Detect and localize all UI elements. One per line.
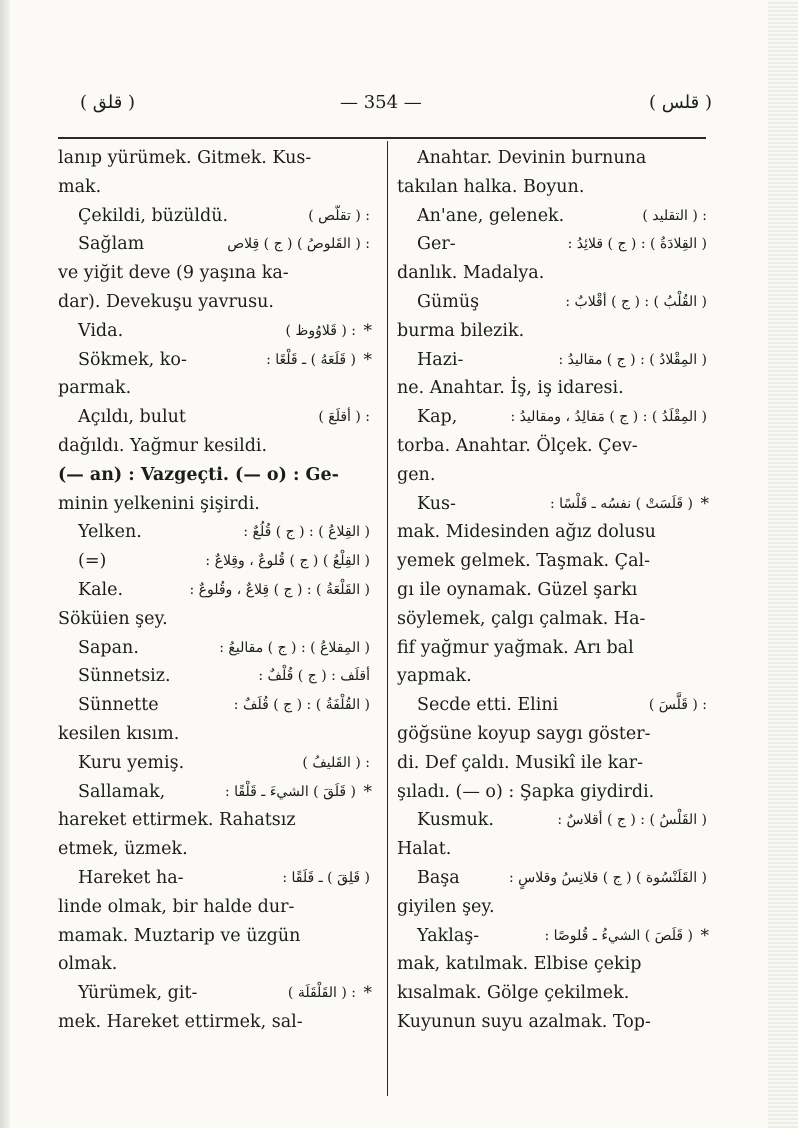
dictionary-line xyxy=(397,374,707,403)
line-text: takılan halka. Boyun. xyxy=(397,176,585,197)
dictionary-line xyxy=(397,691,707,720)
line-text: mak. xyxy=(58,176,102,197)
arabic-headword: ( قَلَسَتْ ) نفسُه ـ قَلْسًا : xyxy=(549,495,693,512)
line-text: Anahtar. Devinin burnuna xyxy=(417,148,647,168)
dictionary-line xyxy=(397,806,707,835)
line-text: Kuyunun suyu azalmak. Top- xyxy=(397,1011,651,1032)
dictionary-line xyxy=(397,864,707,893)
line-text: gen. xyxy=(397,464,436,485)
arabic-headword: ( المِقْلادُ ) : ( ج ) مقاليدُ : xyxy=(558,351,707,368)
header-rule xyxy=(58,137,706,139)
line-text: Kusmuk. xyxy=(417,810,494,831)
arabic-headword: ( القَلْعَةُ ) : ( ج ) قِلاعٌ ، وقُلوعٌ : xyxy=(189,581,370,598)
dictionary-line xyxy=(58,259,370,288)
dictionary-line xyxy=(58,288,370,317)
line-text: Secde etti. Elini xyxy=(417,695,559,716)
dictionary-line xyxy=(58,864,370,893)
line-text: minin yelkenini şişirdi. xyxy=(58,493,260,514)
dictionary-line xyxy=(397,173,707,202)
page-right-edge xyxy=(768,0,798,1128)
arabic-headword: ( قَلَصَ ) الشيءُ ـ قُلوصًا : xyxy=(544,927,693,944)
page-left-edge xyxy=(0,0,10,1128)
line-text: Vida. xyxy=(78,320,124,341)
line-text: Yelken. xyxy=(78,522,142,543)
dictionary-line xyxy=(397,662,707,691)
dictionary-line xyxy=(397,432,707,461)
dictionary-line xyxy=(58,922,370,951)
dictionary-line xyxy=(58,662,370,691)
dictionary-line xyxy=(58,317,370,346)
header-right-guideword: ( قلس ) xyxy=(648,92,712,113)
line-text: yapmak. xyxy=(397,666,472,687)
dictionary-line xyxy=(58,547,370,576)
line-text: Sökmek, ko- xyxy=(78,349,187,370)
dictionary-line xyxy=(58,634,370,663)
line-text: dar). Devekuşu yavrusu. xyxy=(58,291,274,312)
arabic-headword: ( القِلادَةُ ) : ( ج ) قلائِدُ : xyxy=(567,236,707,253)
line-text: linde olmak, bir halde dur- xyxy=(58,896,295,917)
entry-asterisk-icon: * xyxy=(363,349,372,370)
entry-asterisk-icon: * xyxy=(363,781,372,802)
line-text: mak, katılmak. Elbise çekip xyxy=(397,954,642,975)
line-text: (=) xyxy=(78,551,107,572)
line-text: şıladı. (— o) : Şapka giydirdi. xyxy=(397,781,655,802)
dictionary-line xyxy=(58,979,370,1008)
dictionary-line xyxy=(397,230,707,259)
dictionary-line xyxy=(397,547,707,576)
dictionary-line xyxy=(397,634,707,663)
line-text: Sünnette xyxy=(78,695,159,716)
dictionary-line xyxy=(58,950,370,979)
page-header xyxy=(80,92,712,132)
line-text: torba. Anahtar. Ölçek. Çev- xyxy=(397,435,638,456)
arabic-headword: ( القَلْسُ ) : ( ج ) أقلاسٌ : xyxy=(557,812,707,829)
line-text: hareket ettirmek. Rahatsız xyxy=(58,810,296,831)
line-text: Kuru yemiş. xyxy=(78,752,185,773)
left-column xyxy=(58,144,370,1037)
line-text: Yürümek, git- xyxy=(78,983,198,1004)
dictionary-line xyxy=(58,720,370,749)
entry-asterisk-icon: * xyxy=(363,320,372,341)
arabic-headword: ( القُلْفَةُ ) : ( ج ) قُلَفٌ : xyxy=(233,697,370,714)
dictionary-line xyxy=(397,778,707,807)
dictionary-line xyxy=(397,720,707,749)
line-text: ne. Anahtar. İş, iş idaresi. xyxy=(397,378,624,399)
dictionary-line xyxy=(58,230,370,259)
line-text: Ger- xyxy=(417,234,456,255)
line-text: yemek gelmek. Taşmak. Çal- xyxy=(397,551,651,572)
arabic-headword: ( القِلْعُ ) ( ج ) قُلوعٌ ، وقِلاعٌ : xyxy=(205,553,370,570)
dictionary-line xyxy=(58,893,370,922)
dictionary-line xyxy=(397,893,707,922)
line-text: Kale. xyxy=(78,579,124,600)
dictionary-line xyxy=(58,518,370,547)
dictionary-line xyxy=(58,1008,370,1037)
dictionary-line xyxy=(58,749,370,778)
dictionary-line xyxy=(58,432,370,461)
arabic-headword: ( المِقلاعُ ) : ( ج ) مقاليعُ : xyxy=(219,639,370,656)
line-text: burma bilezik. xyxy=(397,320,525,341)
arabic-headword: ( قَلَعَهُ ) ـ قَلْعًا : xyxy=(266,351,356,368)
line-text: (— an) : Vazgeçti. (— o) : Ge- xyxy=(58,464,339,485)
line-text: Yaklaş- xyxy=(417,925,480,946)
dictionary-line xyxy=(397,346,707,375)
page-number: — 354 — xyxy=(340,92,422,113)
arabic-headword: : ( تقلّص ) xyxy=(308,207,370,224)
arabic-headword: ( القِلاعُ ) : ( ج ) قُلُعٌ : xyxy=(243,524,370,541)
line-text: giyilen şey. xyxy=(397,896,495,917)
arabic-headword: ( قَلَقَ ) الشيءَ ـ قَلْقًا : xyxy=(224,783,356,800)
arabic-headword: : ( القَليفُ ) xyxy=(302,754,370,771)
line-text: danlık. Madalya. xyxy=(397,263,545,284)
entry-asterisk-icon: * xyxy=(363,983,372,1004)
line-text: söylemek, çalgı çalmak. Ha- xyxy=(397,608,646,629)
dictionary-line xyxy=(397,518,707,547)
dictionary-line xyxy=(397,605,707,634)
dictionary-line xyxy=(58,576,370,605)
dictionary-line xyxy=(58,346,370,375)
line-text: parmak. xyxy=(58,378,132,399)
dictionary-line xyxy=(397,461,707,490)
arabic-headword: : ( أقلَعَ ) xyxy=(318,409,370,426)
dictionary-line xyxy=(58,403,370,432)
dictionary-line xyxy=(397,288,707,317)
line-text: göğsüne koyup saygı göster- xyxy=(397,723,651,744)
line-text: mek. Hareket ettirmek, sal- xyxy=(58,1011,303,1032)
arabic-headword: : ( القَلوصُ ) ( ج ) قِلاص xyxy=(227,236,370,253)
dictionary-line xyxy=(58,835,370,864)
line-text: Kus- xyxy=(417,493,456,514)
line-text: Halat. xyxy=(397,839,452,860)
dictionary-line xyxy=(397,490,707,519)
dictionary-line xyxy=(397,403,707,432)
dictionary-line xyxy=(58,605,370,634)
line-text: etmek, üzmek. xyxy=(58,839,188,860)
line-text: gı ile oynamak. Güzel şarkı xyxy=(397,579,638,600)
right-column xyxy=(397,144,707,1037)
line-text: An'ane, gelenek. xyxy=(417,205,565,226)
arabic-headword: : ( قَلاوُوظ ) xyxy=(285,322,356,339)
arabic-headword: ( القَلَنْسُوة ) ( ج ) قلانِسُ وقلاسٍ : xyxy=(508,869,707,886)
line-text: kesilen kısım. xyxy=(58,723,180,744)
dictionary-line xyxy=(58,173,370,202)
arabic-headword: : ( التقليد ) xyxy=(642,207,707,224)
dictionary-line xyxy=(397,1008,707,1037)
dictionary-line xyxy=(397,979,707,1008)
line-text: mak. Midesinden ağız dolusu xyxy=(397,522,656,543)
line-text: Gümüş xyxy=(417,291,480,312)
line-text: Hareket ha- xyxy=(78,867,184,888)
line-text: dağıldı. Yağmur kesildi. xyxy=(58,435,268,456)
arabic-headword: ( القُلْبُ ) : ( ج ) أقْلابٌ : xyxy=(565,293,707,310)
dictionary-line xyxy=(58,806,370,835)
line-text: olmak. xyxy=(58,954,118,975)
dictionary-line xyxy=(58,490,370,519)
dictionary-line xyxy=(58,778,370,807)
line-text: mamak. Muztarip ve üzgün xyxy=(58,925,301,946)
arabic-headword: : ( القَلْقَلَة ) xyxy=(287,985,356,1002)
entry-asterisk-icon: * xyxy=(700,493,709,514)
line-text: kısalmak. Gölge çekilmek. xyxy=(397,983,630,1004)
line-text: Söküien şey. xyxy=(58,608,168,629)
dictionary-line xyxy=(58,144,370,173)
dictionary-line xyxy=(397,144,707,173)
column-divider xyxy=(387,141,388,1096)
line-text: Sapan. xyxy=(78,637,139,658)
line-text: lanıp yürümek. Gitmek. Kus- xyxy=(58,148,312,168)
dictionary-line xyxy=(58,202,370,231)
header-left-guideword: ( قلق ) xyxy=(80,92,136,113)
line-text: Hazi- xyxy=(417,349,464,370)
arabic-headword: ( المِقْلَدُ ) : ( ج ) مَقالِدُ ، ومقاليدُ : xyxy=(510,409,707,426)
dictionary-line xyxy=(397,922,707,951)
line-text: Çekildi, büzüldü. xyxy=(78,205,229,226)
line-text: Sallamak, xyxy=(78,781,166,802)
line-text: Sağlam xyxy=(78,234,145,255)
line-text: Başa xyxy=(417,867,460,888)
line-text: fif yağmur yağmak. Arı bal xyxy=(397,637,634,658)
dictionary-line xyxy=(58,691,370,720)
dictionary-line xyxy=(397,259,707,288)
dictionary-line xyxy=(397,950,707,979)
line-text: Sünnetsiz. xyxy=(78,666,171,687)
line-text: Kap, xyxy=(417,407,458,428)
dictionary-line xyxy=(58,461,370,490)
arabic-headword: : ( قَلَّسَ ) xyxy=(648,697,707,714)
arabic-headword: أقلَف : ( ج ) قُلْفٌ : xyxy=(258,668,370,685)
line-text: Açıldı, bulut xyxy=(78,407,186,428)
line-text: di. Def çaldı. Musikî ile kar- xyxy=(397,752,644,773)
dictionary-line xyxy=(397,576,707,605)
dictionary-line xyxy=(397,317,707,346)
dictionary-line xyxy=(58,374,370,403)
dictionary-line xyxy=(397,749,707,778)
arabic-headword: ( قَلِقَ ) ـ قَلَقًا : xyxy=(282,869,370,886)
dictionary-line xyxy=(397,835,707,864)
line-text: ve yiğit deve (9 yaşına ka- xyxy=(58,263,289,284)
entry-asterisk-icon: * xyxy=(700,925,709,946)
dictionary-line xyxy=(397,202,707,231)
